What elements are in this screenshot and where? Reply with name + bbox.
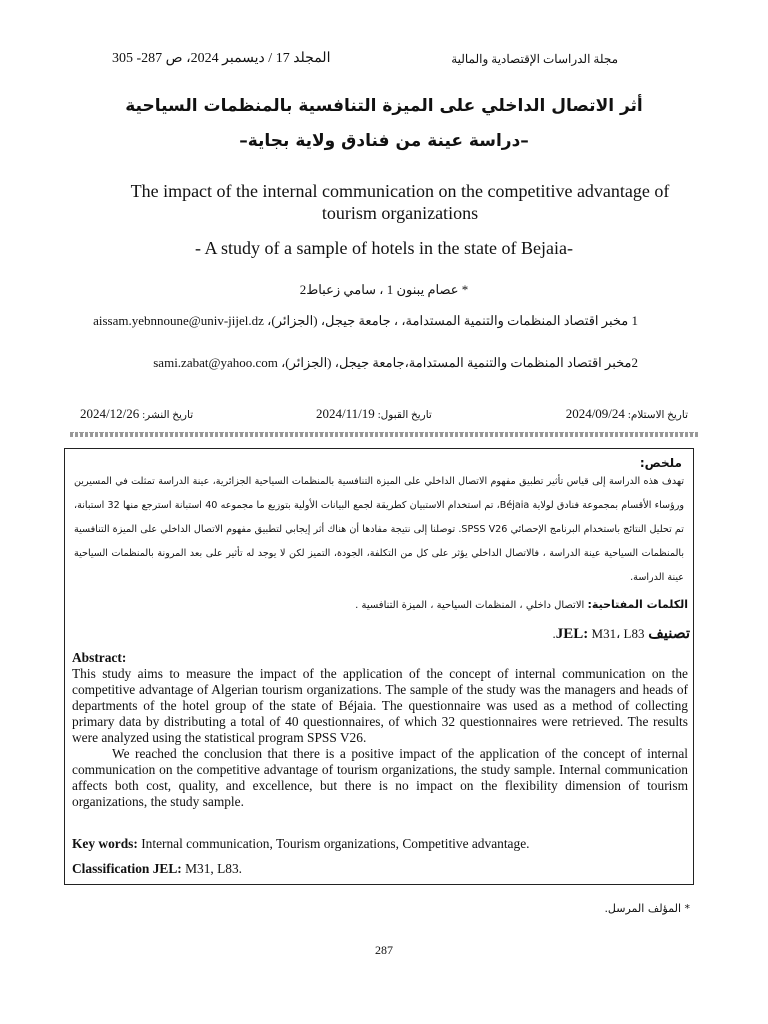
english-abstract bbox=[72, 650, 688, 810]
arabic-subtitle: –دراسة عينة من فنادق ولاية بجاية– bbox=[239, 131, 529, 151]
english-subtitle: - A study of a sample of hotels in the state of Bejaia- bbox=[195, 238, 573, 258]
arabic-keywords-label: الكلمات المفتاحية: bbox=[587, 598, 688, 611]
arabic-keywords-value: الاتصال داخلي ، المنظمات السياحية ، الميزة التنافسية . bbox=[355, 600, 585, 611]
accepted-value: 2024/11/19 bbox=[316, 406, 375, 421]
affiliation-2-email[interactable]: sami.zabat@yahoo.com bbox=[153, 355, 278, 370]
section-divider bbox=[70, 432, 698, 437]
english-jel-label: Classification JEL: bbox=[72, 861, 182, 876]
english-jel-value: M31, L83. bbox=[185, 861, 243, 876]
accepted-label: تاريخ القبول: bbox=[377, 410, 432, 421]
page-number: 287 bbox=[375, 943, 393, 957]
arabic-keywords bbox=[355, 598, 688, 611]
received-label: تاريخ الاستلام: bbox=[627, 410, 688, 421]
corresponding-author-footnote: * المؤلف المرسل. bbox=[604, 902, 690, 915]
affiliation-1-email[interactable]: aissam.yebnnoune@univ-jijel.dz bbox=[93, 313, 264, 328]
authors-line: * عصام يبنون 1 ، سامي زعباط2 bbox=[299, 282, 469, 297]
english-title: The impact of the internal communication on the competitive advantage of tourism organizations bbox=[130, 181, 670, 223]
arabic-title: أثر الاتصال الداخلي على الميزة التنافسية بالمنظمات السياحية bbox=[125, 96, 643, 116]
published-value: 2024/12/26 bbox=[80, 406, 140, 421]
affiliation-2-text: 2مخبر اقتصاد المنظمات والتنمية المستدامة،جامعة جيجل، (الجزائر)، bbox=[281, 355, 638, 370]
arabic-jel-label: تصنيف JEL: bbox=[555, 626, 690, 642]
english-keywords-value: Internal communication, Tourism organizations, Competitive advantage. bbox=[141, 836, 530, 851]
english-abstract-heading: Abstract: bbox=[72, 650, 127, 665]
arabic-abstract-heading: ملخص: bbox=[639, 456, 682, 470]
affiliation-1-text: 1 مخبر اقتصاد المنظمات والتنمية المستدامة، ، جامعة جيجل، (الجزائر)، bbox=[267, 313, 638, 328]
affiliation-2 bbox=[153, 355, 638, 371]
journal-citation: المجلد 17 / ديسمبر 2024، ص 287- 305 bbox=[112, 51, 331, 66]
arabic-jel bbox=[553, 624, 690, 643]
published-label: تاريخ النشر: bbox=[142, 410, 194, 421]
arabic-jel-value: M31، L83. bbox=[552, 626, 645, 641]
accepted-date bbox=[316, 406, 432, 422]
english-abstract-p1: This study aims to measure the impact of the application of the concept of internal communication on the competitive advantage of Algerian tourism organizations. The sample of the study was the managers and heads of departments of the hotel group of the state of Béjaia. The questionnaire was used as a method of collecting primary data by distributing a total of 40 questionnaires, of which 32 questionnaires were retrieved. The results were analyzed using the statistical program SPSS V26. bbox=[72, 666, 688, 745]
english-keywords bbox=[72, 836, 530, 852]
received-value: 2024/09/24 bbox=[565, 406, 625, 421]
affiliation-1 bbox=[93, 313, 638, 329]
published-date bbox=[80, 406, 193, 422]
english-jel bbox=[72, 861, 242, 877]
arabic-abstract-body: تهدف هذه الدراسة إلى قياس تأثير تطبيق مفهوم الاتصال الداخلي على الميزة التنافسية بالمنظمات السياحية الجزائرية، عينة الدراسة تمثلت في المسيرين ورؤساء الأقسام بمجموعة فنادق لولاية Béjaia، تم استخدام الاستبيان كطريقة لجمع البيانات الأولية بتوزيع ما مجموعه 40 استبانة استرجع منها 32 استبانة، تم تحليل النتائج باستخدام البرنامج الإحصائي SPSS V26. توصلنا إلى نتيجة مفادها أن هناك أثر إيجابي لتطبيق مفهوم الاتصال الداخلي على الميزة التنافسية بالمنظمات السياحية عينة الدراسة ، فالاتصال الداخلي يؤثر على كل من التكلفة، الجودة، التميز لكن لا يوجد له تأثير على بعد المرونة بالمنظمات السياحية عينة الدراسة. bbox=[74, 476, 684, 583]
english-abstract-p2: We reached the conclusion that there is a positive impact of the application of the concept of internal communication on the competitive advantage of tourism organizations, the study sample. Internal communication affects both cost, quality, and excellence, but there is no impact on the flexibility dimension of tourism organizations, the study sample. bbox=[72, 746, 688, 809]
received-date bbox=[566, 406, 688, 422]
english-keywords-label: Key words: bbox=[72, 836, 138, 851]
journal-name: مجلة الدراسات الإقتصادية والمالية bbox=[451, 52, 618, 66]
